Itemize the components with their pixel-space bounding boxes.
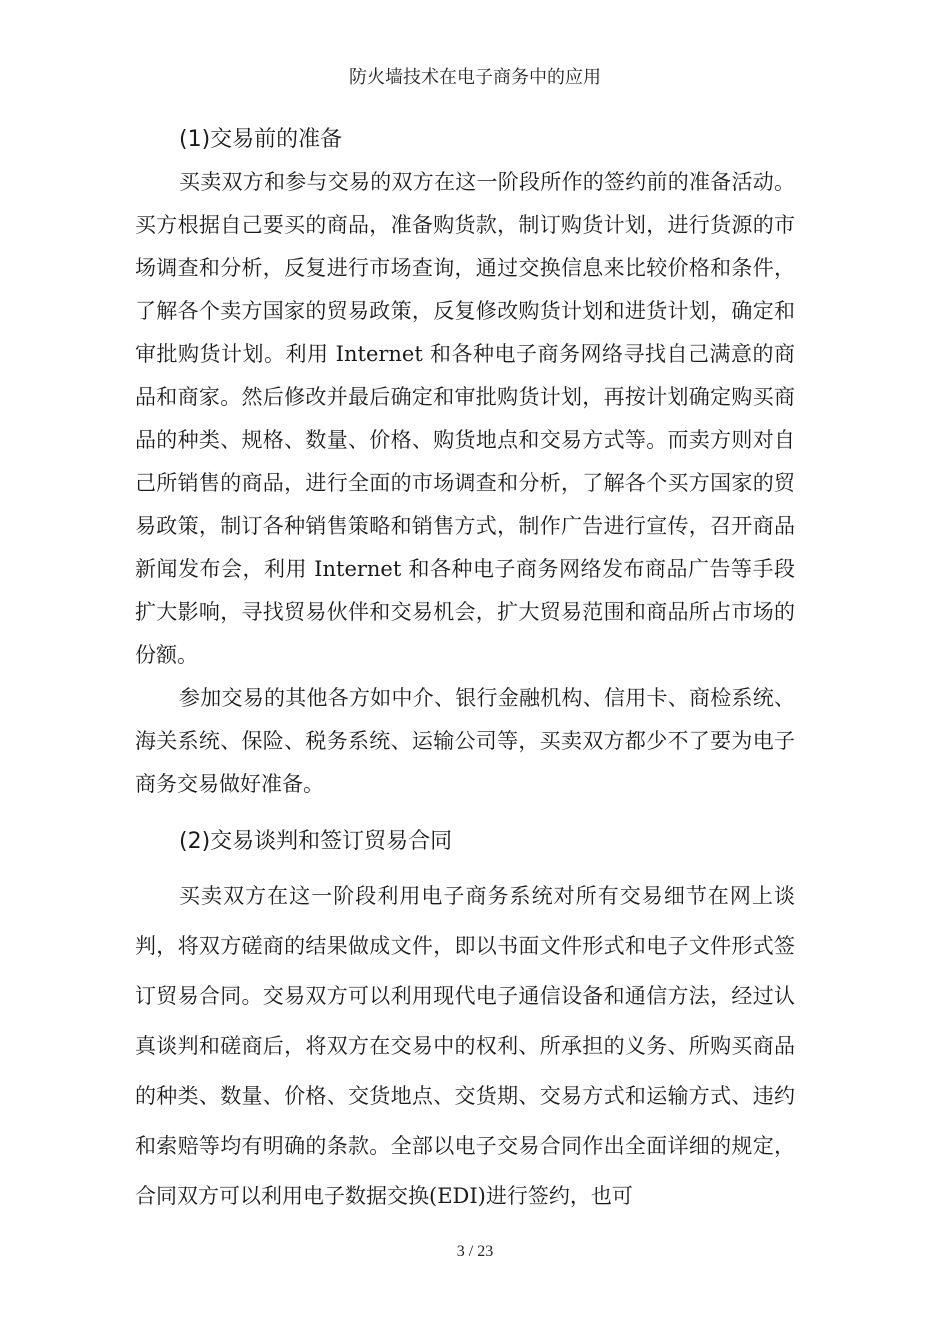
heading-spacer	[135, 863, 795, 871]
section-spacer	[135, 806, 795, 820]
paragraph-preparation-1: 买卖双方和参与交易的双方在这一阶段所作的签约前的准备活动。买方根据自己要买的商品，准备购货款，制订购货计划，进行货源的市场调查和分析，反复进行市场查询，通过交换信息来比较价格和条件，了解各个卖方国家的贸易政策，反复修改购货计划和进货计划，确定和审批购货计划。利用 Internet 和各种电子商务网络寻找自己满意的商品和商家。然后修改并最后确定和审批购货计划，再按计划确定购买商品的种类、规格、数量、价格、购货地点和交易方式等。而卖方则对自己所销售的商品，进行全面的市场调查和分析，了解各个买方国家的贸易政策，制订各种销售策略和销售方式，制作广告进行宣传，召开商品新闻发布会，利用 Internet 和各种电子商务网络发布商品广告等手段扩大影响，寻找贸易伙伴和交易机会，扩大贸易范围和商品所占市场的份额。	[135, 170, 795, 667]
paragraph-negotiation-1: 买卖双方在这一阶段利用电子商务系统对所有交易细节在网上谈判，将双方磋商的结果做成文件，即以书面文件形式和电子文件形式签订贸易合同。交易双方可以利用现代电子通信设备和通信方法，经过认真谈判和磋商后，将双方在交易中的权利、所承担的义务、所购买商品的种类、数量、价格、交货地点、交货期、交易方式和运输方式、违约和索赔等均有明确的条款。全部以电子交易合同作出全面详细的规定，合同双方可以利用电子数据交换(EDI)进行签约，也可	[135, 884, 795, 1208]
page-number: 3 / 23	[456, 1243, 494, 1260]
section-heading-negotiation: (2)交易谈判和签订贸易合同	[179, 829, 453, 854]
document-body	[135, 118, 795, 1221]
section-heading-preparation: (1)交易前的准备	[179, 127, 343, 152]
running-header: 防火墙技术在电子商务中的应用	[349, 67, 601, 88]
paragraph-preparation-2: 参加交易的其他各方如中介、银行金融机构、信用卡、商检系统、海关系统、保险、税务系统、运输公司等，买卖双方都少不了要为电子商务交易做好准备。	[135, 686, 795, 796]
